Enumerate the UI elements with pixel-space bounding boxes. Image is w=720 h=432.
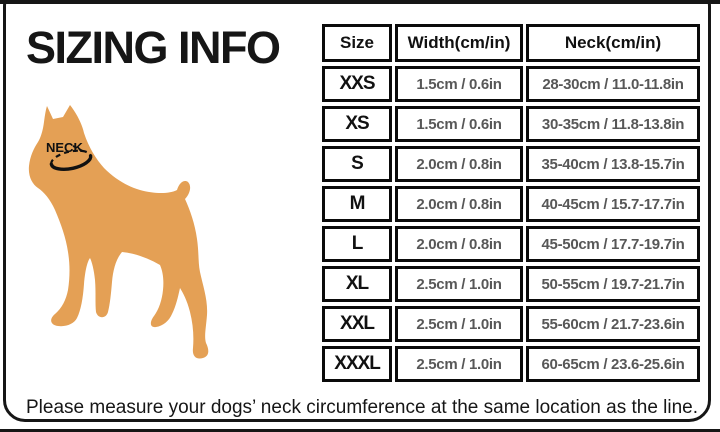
neck-label: NECK xyxy=(46,140,83,155)
table-row xyxy=(322,106,700,142)
neck-cell: 30-35cm / 11.8-13.8in xyxy=(526,106,700,142)
width-cell: 2.5cm / 1.0in xyxy=(395,306,523,342)
dog-silhouette-image xyxy=(26,100,226,365)
table-row xyxy=(322,346,700,382)
column-header-size: Size xyxy=(322,24,392,62)
column-header-width: Width(cm/in) xyxy=(395,24,523,62)
size-cell: S xyxy=(322,146,392,182)
column-header-neck: Neck(cm/in) xyxy=(526,24,700,62)
size-cell: XXXL xyxy=(322,346,392,382)
size-cell: XS xyxy=(322,106,392,142)
size-cell: XL xyxy=(322,266,392,302)
width-cell: 1.5cm / 0.6in xyxy=(395,106,523,142)
width-cell: 1.5cm / 0.6in xyxy=(395,66,523,102)
table-row xyxy=(322,186,700,222)
size-cell: XXS xyxy=(322,66,392,102)
table-row xyxy=(322,66,700,102)
neck-cell: 28-30cm / 11.0-11.8in xyxy=(526,66,700,102)
measurement-instruction-note: Please measure your dogs’ neck circumference at the same location as the line. xyxy=(26,397,699,418)
width-cell: 2.5cm / 1.0in xyxy=(395,266,523,302)
sizing-table xyxy=(319,20,703,386)
table-row xyxy=(322,146,700,182)
width-cell: 2.5cm / 1.0in xyxy=(395,346,523,382)
table-row xyxy=(322,266,700,302)
page-title: SIZING INFO xyxy=(26,22,280,73)
neck-cell: 45-50cm / 17.7-19.7in xyxy=(526,226,700,262)
table-row xyxy=(322,226,700,262)
table-header-row xyxy=(322,24,700,62)
size-cell: XXL xyxy=(322,306,392,342)
neck-cell: 55-60cm / 21.7-23.6in xyxy=(526,306,700,342)
neck-cell: 40-45cm / 15.7-17.7in xyxy=(526,186,700,222)
neck-cell: 60-65cm / 23.6-25.6in xyxy=(526,346,700,382)
width-cell: 2.0cm / 0.8in xyxy=(395,226,523,262)
neck-cell: 50-55cm / 19.7-21.7in xyxy=(526,266,700,302)
size-cell: L xyxy=(322,226,392,262)
dog-measurement-diagram xyxy=(26,100,226,365)
table-row xyxy=(322,306,700,342)
size-cell: M xyxy=(322,186,392,222)
width-cell: 2.0cm / 0.8in xyxy=(395,146,523,182)
neck-cell: 35-40cm / 13.8-15.7in xyxy=(526,146,700,182)
width-cell: 2.0cm / 0.8in xyxy=(395,186,523,222)
